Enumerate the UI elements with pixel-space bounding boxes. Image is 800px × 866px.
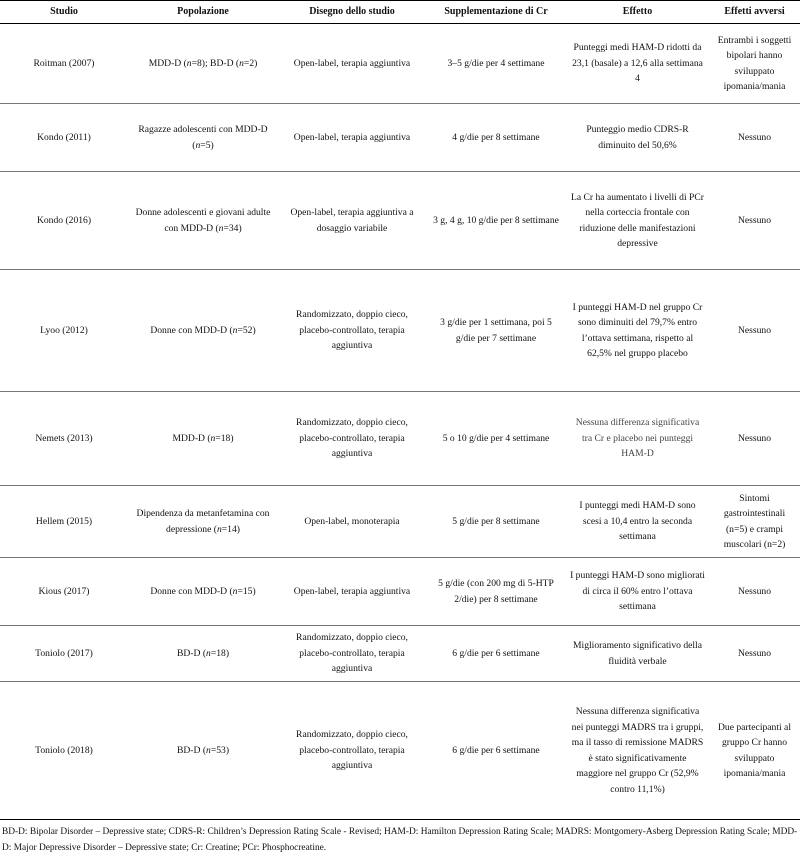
cell-studio: Hellem (2015) [0,486,128,558]
cell-popolazione: Donne con MDD-D (n=15) [128,558,278,626]
table-row [0,486,800,558]
table-row [0,270,800,392]
cell-studio: Lyoo (2012) [0,270,128,392]
cell-disegno: Open-label, terapia aggiuntiva [278,24,426,104]
cell-studio: Kondo (2016) [0,172,128,270]
table-row [0,626,800,682]
cell-disegno: Open-label, monoterapia [278,486,426,558]
header-popolazione: Popolazione [128,1,278,24]
cell-avversi: Nessuno [709,104,800,172]
cell-disegno: Randomizzato, doppio cieco, placebo-controllato, terapia aggiuntiva [278,682,426,820]
cell-effetto: Punteggio medio CDRS-R diminuito del 50,6% [566,104,709,172]
cell-studio: Nemets (2013) [0,392,128,486]
table-header-row [0,1,800,24]
cell-supplementazione: 6 g/die per 6 settimane [426,626,566,682]
cell-avversi: Due partecipanti al gruppo Cr hanno sviluppato ipomania/mania [709,682,800,820]
cell-disegno: Randomizzato, doppio cieco, placebo-controllato, terapia aggiuntiva [278,392,426,486]
cell-popolazione: BD-D (n=53) [128,682,278,820]
table-row [0,392,800,486]
cell-studio: Toniolo (2017) [0,626,128,682]
cell-disegno: Randomizzato, doppio cieco, placebo-controllato, terapia aggiuntiva [278,626,426,682]
cell-supplementazione: 3 g, 4 g, 10 g/die per 8 settimane [426,172,566,270]
cell-popolazione: BD-D (n=18) [128,626,278,682]
cell-avversi: Entrambi i soggetti bipolari hanno sviluppato ipomania/mania [709,24,800,104]
cell-effetto: Nessuna differenza significativa nei punteggi MADRS tra i gruppi, ma il tasso di remissione MADRS è stato significativamente maggiore nel gruppo Cr (52,9% contro 11,1%) [566,682,709,820]
cell-supplementazione: 6 g/die per 6 settimane [426,682,566,820]
cell-avversi: Sintomi gastrointestinali (n=5) e crampi muscolari (n=2) [709,486,800,558]
cell-disegno: Open-label, terapia aggiuntiva [278,104,426,172]
header-studio: Studio [0,1,128,24]
cell-avversi: Nessuno [709,558,800,626]
cell-effetto: Punteggi medi HAM-D ridotti da 23,1 (basale) a 12,6 alla settimana 4 [566,24,709,104]
table-footnote: BD-D: Bipolar Disorder – Depressive state; CDRS-R: Children’s Depression Rating Scale - Revised; HAM-D: Hamilton Depression Rating Scale; MADRS: Montgomery-Asberg Depression Rating Scale; MDD-D: Major Depressive Disorder – Depressive state; Cr: Creatine; PCr: Phosphocreatine. [2,827,798,853]
cell-popolazione: Ragazze adolescenti con MDD-D (n=5) [128,104,278,172]
table-row [0,682,800,820]
cell-effetto: I punteggi HAM-D nel gruppo Cr sono diminuiti del 79,7% entro l’ottava settimana, rispetto al 62,5% nel gruppo placebo [566,270,709,392]
header-supplementazione: Supplementazione di Cr [426,1,566,24]
cell-effetto: La Cr ha aumentato i livelli di PCr nella corteccia frontale con riduzione delle manifestazioni depressive [566,172,709,270]
table-row [0,24,800,104]
cell-popolazione: MDD-D (n=18) [128,392,278,486]
cell-disegno: Open-label, terapia aggiuntiva a dosaggio variabile [278,172,426,270]
header-avversi: Effetti avversi [709,1,800,24]
cell-supplementazione: 5 g/die (con 200 mg di 5-HTP 2/die) per 8 settimane [426,558,566,626]
cell-supplementazione: 3–5 g/die per 4 settimane [426,24,566,104]
table-row [0,172,800,270]
cell-supplementazione: 4 g/die per 8 settimane [426,104,566,172]
table-row [0,558,800,626]
cell-studio: Toniolo (2018) [0,682,128,820]
cell-effetto: I punteggi medi HAM-D sono scesi a 10,4 entro la seconda settimana [566,486,709,558]
cell-effetto: Nessuna differenza significativa tra Cr e placebo nei punteggi HAM-D [566,392,709,486]
cell-popolazione: Donne adolescenti e giovani adulte con MDD-D (n=34) [128,172,278,270]
cell-effetto: I punteggi HAM-D sono migliorati di circa il 60% entro l’ottava settimana [566,558,709,626]
cell-supplementazione: 5 g/die per 8 settimane [426,486,566,558]
header-effetto: Effetto [566,1,709,24]
header-disegno: Disegno dello studio [278,1,426,24]
table-row [0,104,800,172]
cell-supplementazione: 5 o 10 g/die per 4 settimane [426,392,566,486]
cell-effetto: Miglioramento significativo della fluidità verbale [566,626,709,682]
cell-avversi: Nessuno [709,270,800,392]
cell-studio: Kondo (2011) [0,104,128,172]
cell-popolazione: MDD-D (n=8); BD-D (n=2) [128,24,278,104]
cell-disegno: Open-label, terapia aggiuntiva [278,558,426,626]
cell-avversi: Nessuno [709,392,800,486]
cell-studio: Kious (2017) [0,558,128,626]
cell-popolazione: Donne con MDD-D (n=52) [128,270,278,392]
cell-avversi: Nessuno [709,172,800,270]
cell-popolazione: Dipendenza da metanfetamina con depressione (n=14) [128,486,278,558]
cell-studio: Roitman (2007) [0,24,128,104]
cell-avversi: Nessuno [709,626,800,682]
cell-disegno: Randomizzato, doppio cieco, placebo-controllato, terapia aggiuntiva [278,270,426,392]
cell-supplementazione: 3 g/die per 1 settimana, poi 5 g/die per 7 settimane [426,270,566,392]
